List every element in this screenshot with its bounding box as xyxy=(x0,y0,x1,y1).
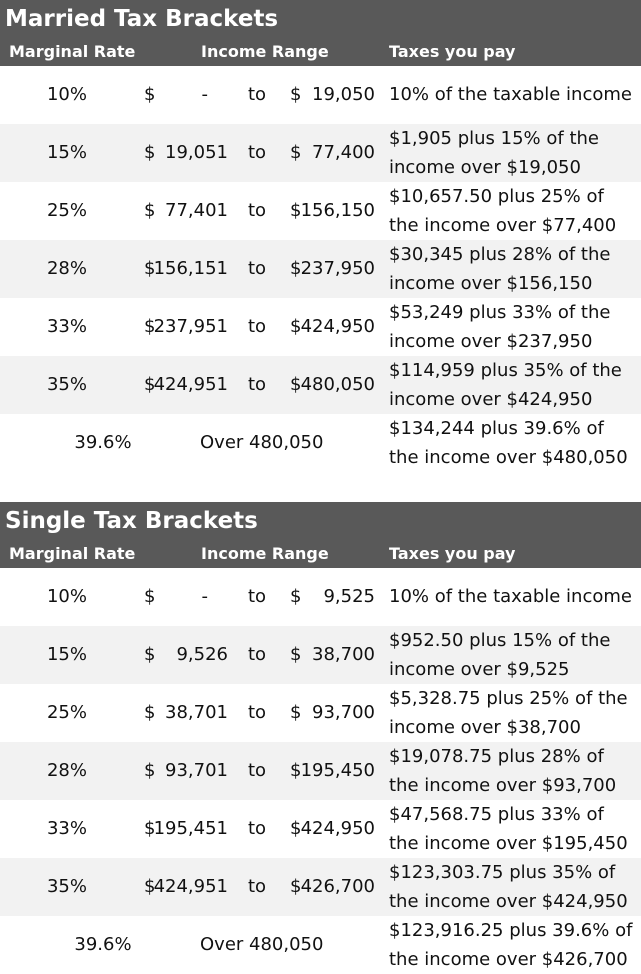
income-high: 38,700 xyxy=(312,644,375,665)
to-label: to xyxy=(248,760,267,781)
currency-symbol: $ xyxy=(144,200,156,221)
currency-symbol: $ xyxy=(144,258,156,279)
table-row xyxy=(0,916,641,974)
tax-description: 10% of the taxable income xyxy=(389,586,632,607)
tax-description: $10,657.50 plus 25% of the income over $77,400 xyxy=(389,186,617,236)
income-high: 480,050 xyxy=(300,374,375,395)
rate-cell: 33% xyxy=(46,316,87,337)
to-label: to xyxy=(248,142,267,163)
table-row xyxy=(0,356,641,414)
currency-symbol: $ xyxy=(290,200,302,221)
rate-cell: 28% xyxy=(46,760,87,781)
table-row xyxy=(0,684,641,742)
rate-cell: 15% xyxy=(46,644,87,665)
currency-symbol: $ xyxy=(144,876,156,897)
to-label: to xyxy=(248,200,267,221)
income-low: - xyxy=(201,586,208,607)
table-row xyxy=(0,240,641,298)
married-title: Married Tax Brackets xyxy=(0,0,641,38)
rate-cell: 10% xyxy=(46,84,87,105)
tax-description: $30,345 plus 28% of the income over $156,150 xyxy=(389,244,611,294)
to-label: to xyxy=(248,818,267,839)
currency-symbol: $ xyxy=(290,702,302,723)
income-low: 424,951 xyxy=(153,876,228,897)
income-over: Over 480,050 xyxy=(200,432,324,453)
income-over: Over 480,050 xyxy=(200,934,324,955)
income-low: 195,451 xyxy=(153,818,228,839)
tax-description: $5,328.75 plus 25% of the income over $38,700 xyxy=(389,688,628,738)
currency-symbol: $ xyxy=(144,818,156,839)
currency-symbol: $ xyxy=(290,84,302,105)
tax-description: $134,244 plus 39.6% of the income over $480,050 xyxy=(389,418,628,468)
tax-description: $19,078.75 plus 28% of the income over $93,700 xyxy=(389,746,617,796)
single-header-row xyxy=(0,540,641,568)
currency-symbol: $ xyxy=(290,316,302,337)
header-marginal-rate: Marginal Rate xyxy=(9,42,136,61)
tax-description: $952.50 plus 15% of the income over $9,525 xyxy=(389,630,611,680)
currency-symbol: $ xyxy=(144,644,156,665)
header-marginal-rate: Marginal Rate xyxy=(9,544,136,563)
currency-symbol: $ xyxy=(290,760,302,781)
rate-cell: 35% xyxy=(46,374,87,395)
income-low: 424,951 xyxy=(153,374,228,395)
currency-symbol: $ xyxy=(290,586,302,607)
currency-symbol: $ xyxy=(290,258,302,279)
rate-cell: 25% xyxy=(46,702,87,723)
income-low: - xyxy=(201,84,208,105)
to-label: to xyxy=(248,876,267,897)
currency-symbol: $ xyxy=(144,84,156,105)
income-high: 424,950 xyxy=(300,316,375,337)
table-row xyxy=(0,800,641,858)
income-high: 9,525 xyxy=(323,586,375,607)
rate-cell: 28% xyxy=(46,258,87,279)
income-high: 424,950 xyxy=(300,818,375,839)
to-label: to xyxy=(248,644,267,665)
table-row xyxy=(0,568,641,626)
table-row xyxy=(0,298,641,356)
tax-description: $1,905 plus 15% of the income over $19,050 xyxy=(389,128,599,178)
income-high: 156,150 xyxy=(300,200,375,221)
currency-symbol: $ xyxy=(144,374,156,395)
header-income-range: Income Range xyxy=(201,544,329,563)
rate-cell: 39.6% xyxy=(74,432,132,453)
income-low: 93,701 xyxy=(165,760,228,781)
single-tax-table xyxy=(0,502,641,974)
income-high: 426,700 xyxy=(300,876,375,897)
table-row xyxy=(0,858,641,916)
income-low: 9,526 xyxy=(176,644,228,665)
tax-description: $123,916.25 plus 39.6% of the income over $426,700 xyxy=(389,920,633,970)
table-row xyxy=(0,124,641,182)
header-taxes-you-pay: Taxes you pay xyxy=(389,544,516,563)
tax-description: $114,959 plus 35% of the income over $424,950 xyxy=(389,360,622,410)
tax-description: $53,249 plus 33% of the income over $237,950 xyxy=(389,302,611,352)
currency-symbol: $ xyxy=(290,644,302,665)
table-row xyxy=(0,182,641,240)
rate-cell: 25% xyxy=(46,200,87,221)
table-row xyxy=(0,66,641,124)
currency-symbol: $ xyxy=(290,142,302,163)
income-low: 237,951 xyxy=(153,316,228,337)
tax-description: $123,303.75 plus 35% of the income over $424,950 xyxy=(389,862,628,912)
income-high: 77,400 xyxy=(312,142,375,163)
currency-symbol: $ xyxy=(144,702,156,723)
currency-symbol: $ xyxy=(290,818,302,839)
rate-cell: 15% xyxy=(46,142,87,163)
currency-symbol: $ xyxy=(144,142,156,163)
rate-cell: 39.6% xyxy=(74,934,132,955)
rate-cell: 35% xyxy=(46,876,87,897)
currency-symbol: $ xyxy=(290,876,302,897)
income-high: 237,950 xyxy=(300,258,375,279)
to-label: to xyxy=(248,586,267,607)
header-income-range: Income Range xyxy=(201,42,329,61)
to-label: to xyxy=(248,374,267,395)
tax-description: 10% of the taxable income xyxy=(389,84,632,105)
married-tax-table xyxy=(0,0,641,472)
currency-symbol: $ xyxy=(144,316,156,337)
currency-symbol: $ xyxy=(290,374,302,395)
section-spacer xyxy=(0,472,641,502)
to-label: to xyxy=(248,702,267,723)
income-low: 19,051 xyxy=(165,142,228,163)
income-low: 77,401 xyxy=(165,200,228,221)
table-row xyxy=(0,742,641,800)
income-high: 195,450 xyxy=(300,760,375,781)
currency-symbol: $ xyxy=(144,760,156,781)
income-low: 156,151 xyxy=(153,258,228,279)
to-label: to xyxy=(248,84,267,105)
currency-symbol: $ xyxy=(144,586,156,607)
single-title: Single Tax Brackets xyxy=(0,502,641,540)
to-label: to xyxy=(248,316,267,337)
table-row xyxy=(0,626,641,684)
rate-cell: 33% xyxy=(46,818,87,839)
table-row xyxy=(0,414,641,472)
income-high: 19,050 xyxy=(312,84,375,105)
to-label: to xyxy=(248,258,267,279)
tax-description: $47,568.75 plus 33% of the income over $195,450 xyxy=(389,804,628,854)
header-taxes-you-pay: Taxes you pay xyxy=(389,42,516,61)
income-high: 93,700 xyxy=(312,702,375,723)
rate-cell: 10% xyxy=(46,586,87,607)
married-header-row xyxy=(0,38,641,66)
income-low: 38,701 xyxy=(165,702,228,723)
